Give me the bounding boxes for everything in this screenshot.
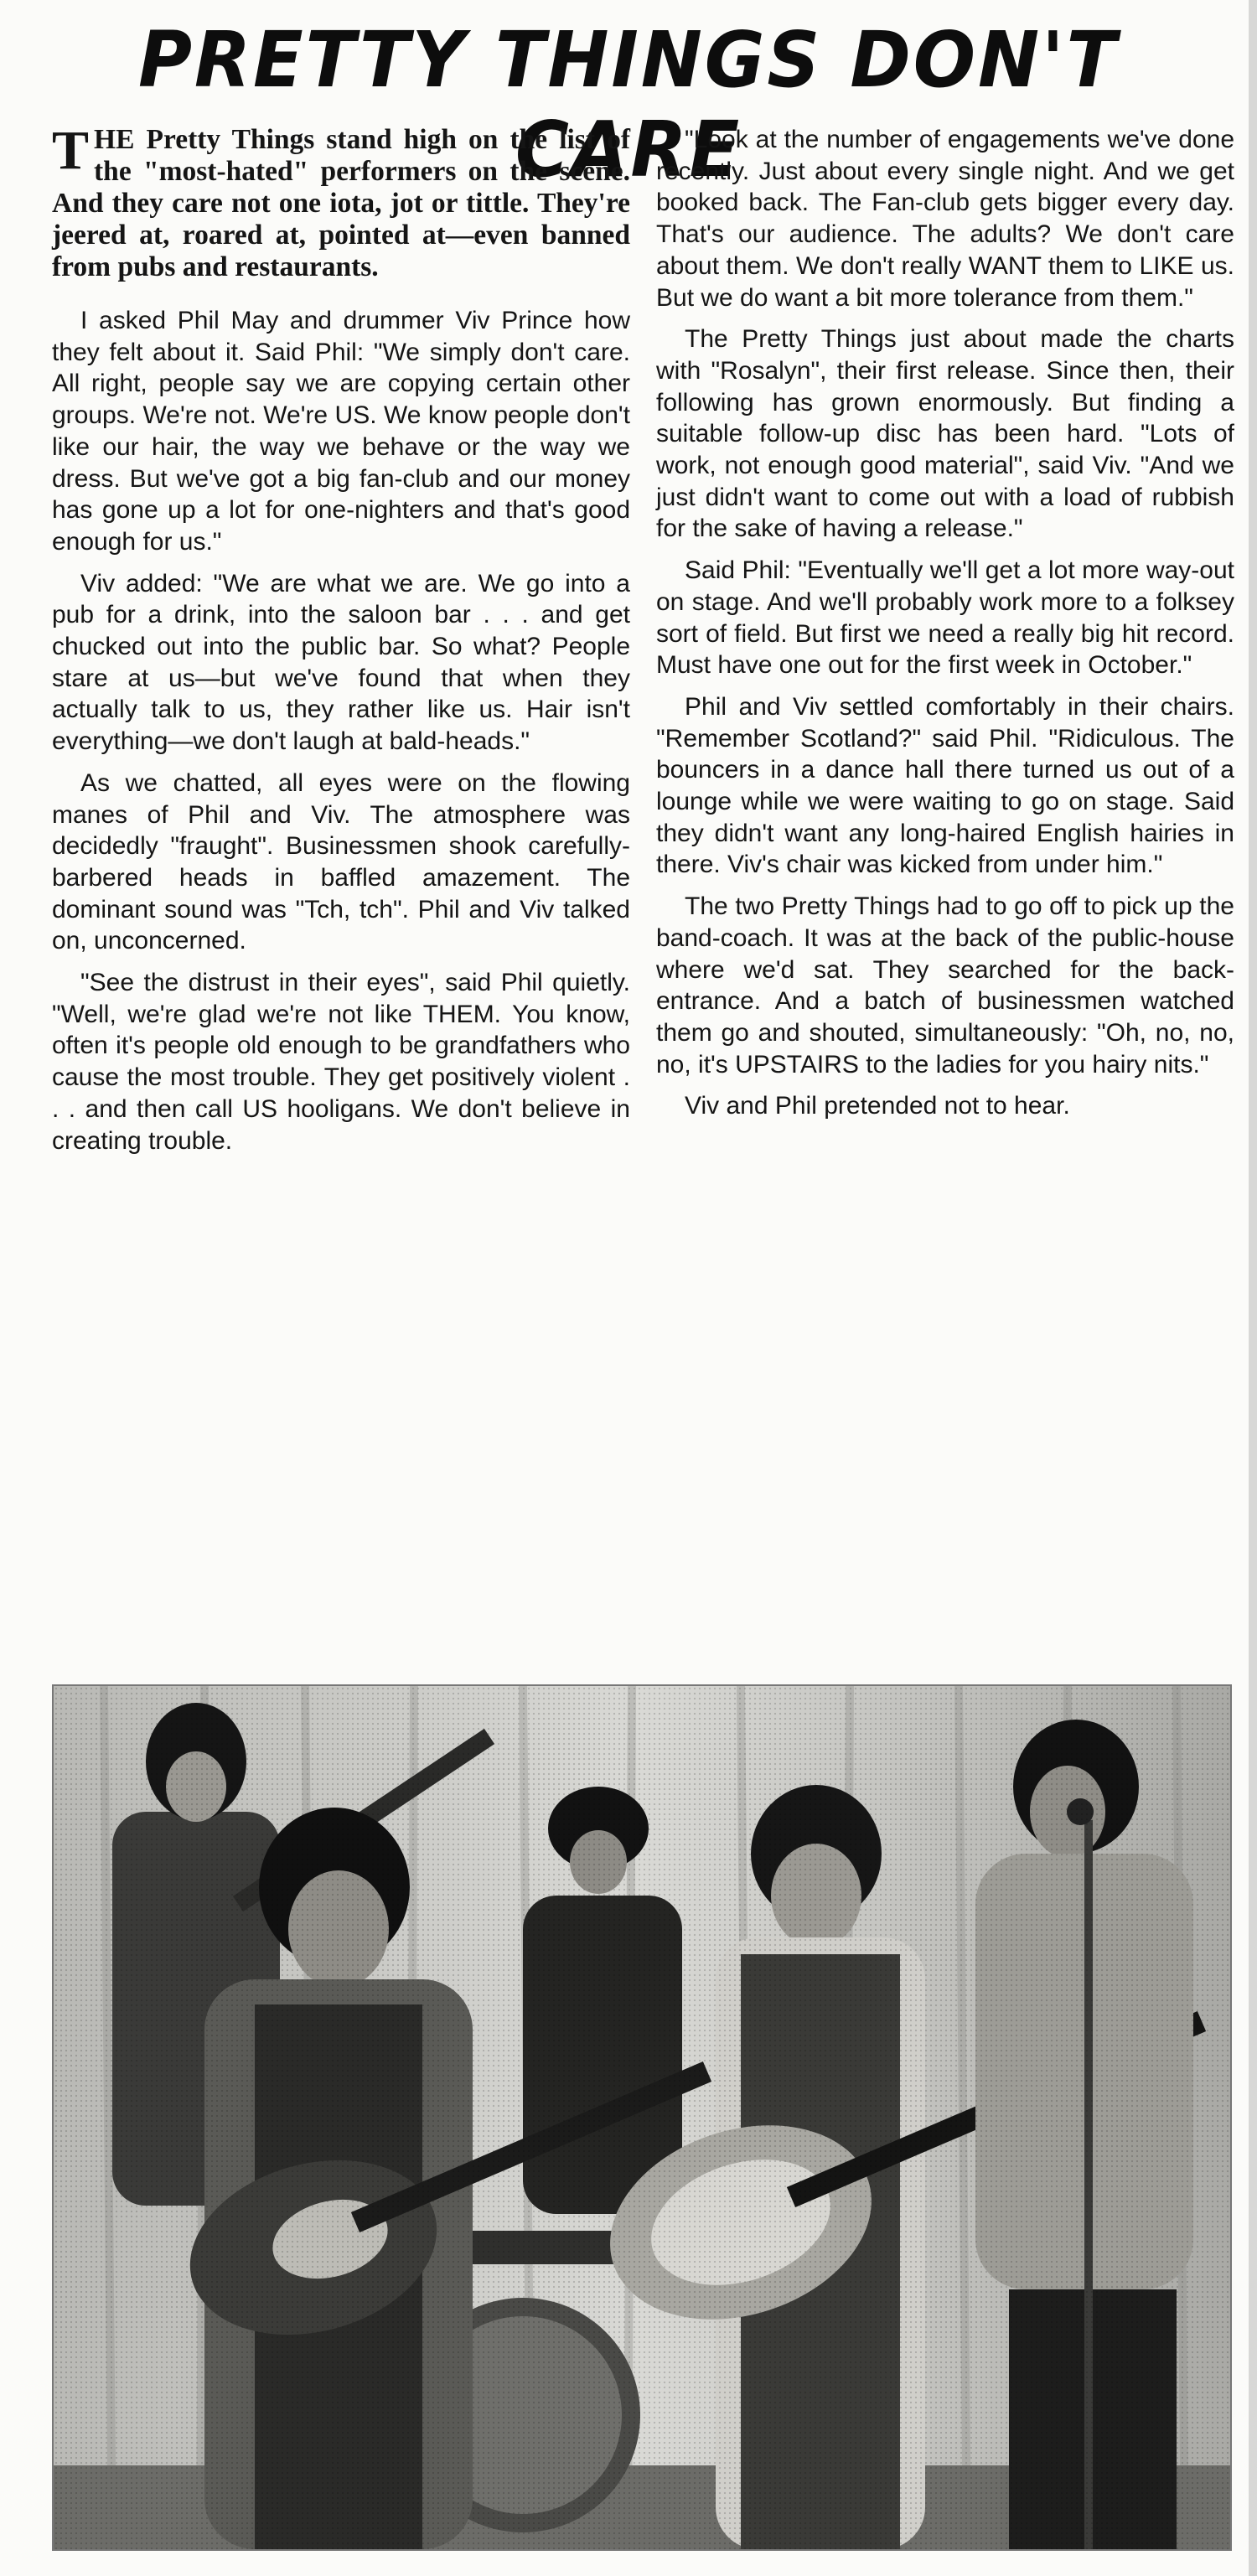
intro-paragraph <box>52 120 630 283</box>
body-paragraph: As we chatted, all eyes were on the flowing manes of Phil and Viv. The atmosphere was decidedly "fraught". Businessmen shook carefully-barbered heads in baffled amazement. The dominant sound was "Tch, tch". Phil and Viv talked on, unconcerned. <box>52 768 630 955</box>
body-paragraph: The Pretty Things just about made the charts with "Rosalyn", their first release. Since then, their following has grown enormously. But finding a suitable follow-up disc has been hard. "Lots of work, not enough good material", said Viv. "And we just didn't want to come out with a load of rubbish for the sake of having a release." <box>656 325 1234 543</box>
band-photo-illustration <box>54 1686 1230 2549</box>
band-photo <box>52 1684 1232 2551</box>
left-column <box>52 120 630 1166</box>
body-paragraph: Viv and Phil pretended not to hear. <box>685 1092 1070 1120</box>
right-column <box>656 124 1234 1132</box>
body-paragraph: "See the distrust in their eyes", said Phil quietly. "Well, we're glad we're not like THEM. You know, often it's people old enough to be grandfathers who cause the most trouble. They get positively violent . . . and then call US hooligans. We don't believe in creating trouble. <box>52 969 630 1155</box>
headline: PRETTY THINGS DON'T CARE <box>137 15 1120 194</box>
body-paragraph: The two Pretty Things had to go off to pick up the band-coach. It was at the back of the public-house where we'd sat. They searched for the back-entrance. And a batch of businessmen watched them go and shouted, simultaneously: "Oh, no, no, no, it's UPSTAIRS to the ladies for you hairy nits." <box>656 892 1234 1079</box>
drop-cap: T <box>52 120 90 181</box>
body-paragraph: Viv added: "We are what we are. We go into a pub for a drink, into the saloon bar . . . and get chucked out into the public bar. So what? People stare at us—but we've found that when they actually talk to us, they rather like us. Hair isn't everything—we don't laugh at bald-heads." <box>52 569 630 756</box>
page-edge <box>1249 0 1257 2576</box>
body-paragraph: Phil and Viv settled comfortably in their chairs. "Remember Scotland?" said Phil. "Ridiculous. The bouncers in a dance hall there turned us out of a lounge while we were waiting to go on stage. Said they didn't want any long-haired English hairies in there. Viv's chair was kicked from under him." <box>656 692 1234 879</box>
body-paragraph: Said Phil: "Eventually we'll get a lot more way-out on stage. And we'll probably work more to a folksey sort of field. But first we need a really big hit record. Must have one out for the first week in October." <box>656 556 1234 680</box>
body-paragraph: I asked Phil May and drummer Viv Prince how they felt about it. Said Phil: "We simply don't care. All right, people say we are copying certain other groups. We're not. We're US. We know people don't like our hair, the way we behave or the way we dress. But we've got a big fan-club and our money has gone up a lot for one-nighters and that's good enough for us." <box>52 307 630 556</box>
intro-text: HE Pretty Things stand high on the list of the "most-hated" performers on the scene. And they care not one iota, jot or tittle. They're jeered at, roared at, pointed at—even banned from pubs and restaurants. <box>52 124 630 282</box>
body-paragraph: "Look at the number of engagements we've done recently. Just about every single night. And we get booked back. The Fan-club gets bigger every day. That's our audience. The adults? We don't care about them. We don't really WANT them to LIKE us. But we do want a bit more tolerance from them." <box>656 126 1234 312</box>
